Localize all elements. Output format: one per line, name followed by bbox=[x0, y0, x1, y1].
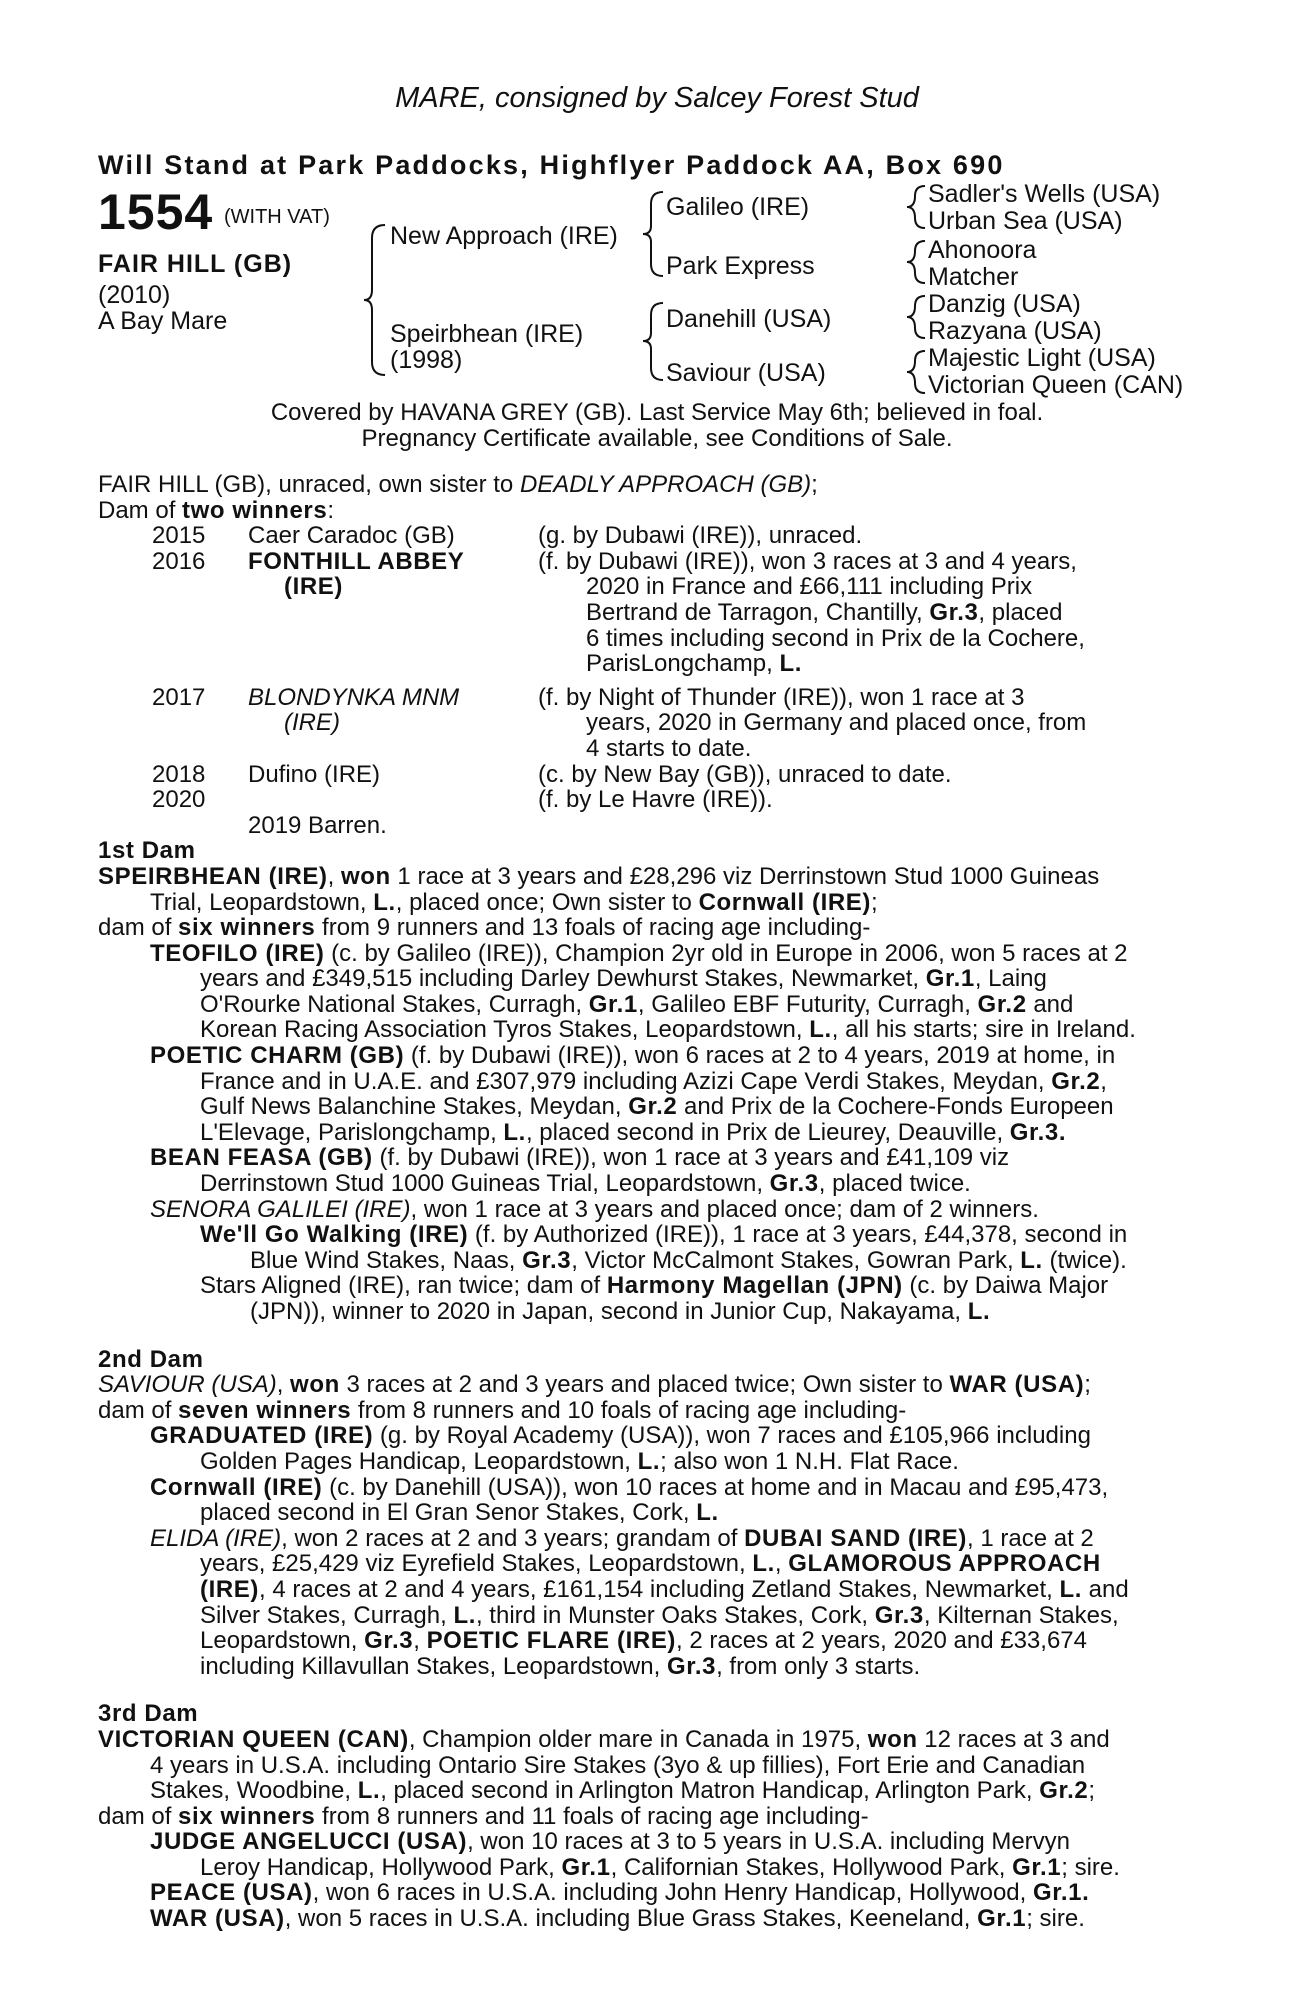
vat-note: (WITH VAT) bbox=[224, 206, 330, 228]
consignor-heading: MARE, consigned by Salcey Forest Stud bbox=[395, 82, 919, 114]
produce-judge-angelucci: JUDGE ANGELUCCI (USA), won 10 races at 3 to 5 years in U.S.A. including Mervyn Leroy Handicap, Hollywood Park, Gr.1, Californian Stakes, Hollywood Park, Gr.1; sire. bbox=[150, 1828, 1120, 1881]
produce-row: 2018 Dufino (IRE) (c. by New Bay (GB)), unraced to date. bbox=[152, 760, 952, 788]
lot-number: 1554 bbox=[98, 184, 214, 240]
covering-note: Covered by HAVANA GREY (GB). Last Service May 6th; believed in foal. bbox=[270, 399, 1044, 426]
produce-cornwall: Cornwall (IRE) (c. by Danehill (USA)), won 10 races at home and in Macau and £95,473, placed second in El Gran Senor Stakes, Cork, L. bbox=[150, 1473, 1109, 1527]
produce-well-go-walking: We'll Go Walking (IRE) (f. by Authorized (IRE)), 1 race at 3 years, £44,378, second in Blue Wind Stakes, Naas, Gr.3, Victor McCalmont Stakes, Gowran Park, L. (twice). bbox=[200, 1221, 1128, 1274]
produce-row: 2015 Caer Caradoc (GB) (g. by Dubawi (IRE)), unraced. bbox=[152, 522, 863, 550]
horse-name: FAIR HILL (GB) bbox=[98, 250, 293, 278]
produce-list bbox=[98, 523, 1228, 838]
pedigree-gen3-1: Sadler's Wells (USA) bbox=[928, 180, 1161, 208]
first-dam-line-1: SPEIRBHEAN (IRE), won 1 race at 3 years and £28,296 viz Derrinstown Stud 1000 Guineas bbox=[98, 862, 1100, 890]
pedigree-gen3-2: Urban Sea (USA) bbox=[928, 207, 1123, 235]
barren-note: 2019 Barren. bbox=[248, 811, 387, 839]
intro-line-2: Dam of two winners: bbox=[98, 496, 334, 524]
horse-description: A Bay Mare bbox=[98, 307, 228, 335]
fonthill-gr3-line: Bertrand de Tarragon, Chantilly, Gr.3, placed bbox=[586, 598, 1063, 626]
second-dam-heading: 2nd Dam bbox=[98, 1345, 204, 1373]
pedigree-sire: New Approach (IRE) bbox=[390, 222, 618, 250]
pedigree-gen3-8: Victorian Queen (CAN) bbox=[928, 371, 1184, 399]
produce-elida: ELIDA (IRE), won 2 races at 2 and 3 years; grandam of DUBAI SAND (IRE), 1 race at 2 years, £25,429 viz Eyrefield Stakes, Leopardstown, L., GLAMOROUS APPROACH (IRE), 4 races at 2 and 4 years, £161,154 including Zetland Stakes, Newmarket, L. and Silver Stakes, Curragh, L., third in Munster Oaks Stakes, Cork, Gr.3, Kilternan Stakes, Leopardstown, Gr.3, POETIC FLARE (IRE), 2 races at 2 years, 2020 and £33,674 including Killavullan Stakes, Leopardstown, Gr.3, from only 3 starts. bbox=[150, 1524, 1129, 1680]
produce-teofilo: TEOFILO (IRE) (c. by Galileo (IRE)), Champion 2yr old in Europe in 2006, won 5 races at 2 years and £349,515 including Darley Dewhurst Stakes, Newmarket, Gr.1, Laing O'Rourke National Stakes, Curragh, Gr.1, Galileo EBF Futurity, Curragh, Gr.2 and Korean Racing Association Tyros Stakes, Leopardstown, L., all his starts; sire in Ireland. bbox=[150, 939, 1136, 1044]
first-dam-heading: 1st Dam bbox=[98, 837, 196, 865]
pedigree-gen3-5: Danzig (USA) bbox=[928, 290, 1081, 318]
produce-poetic-charm: POETIC CHARM (GB) (f. by Dubawi (IRE)), won 6 races at 2 to 4 years, 2019 at home, in France and in U.A.E. and £307,979 including Azizi Cape Verdi Stakes, Meydan, Gr.2, Gulf News Balanchine Stakes, Meydan, Gr.2 and Prix de la Cochere-Fonds Europeen L'Elevage, Parislongchamp, L., placed second in Prix de Lieurey, Deauville, Gr.3. bbox=[150, 1042, 1116, 1146]
produce-row: 2020 (f. by Le Havre (IRE)). bbox=[152, 786, 773, 814]
produce-peace: PEACE (USA), won 6 races in U.S.A. including John Henry Handicap, Hollywood, Gr.1. bbox=[150, 1879, 1090, 1907]
second-dam-line-1: SAVIOUR (USA), won 3 races at 2 and 3 years and placed twice; Own sister to WAR (USA); bbox=[98, 1371, 1091, 1399]
third-dam-line-4: dam of six winners from 8 runners and 11 foals of racing age including- bbox=[98, 1802, 869, 1830]
produce-senora-galilei: SENORA GALILEI (IRE), won 1 race at 3 years and placed once; dam of 2 winners. bbox=[150, 1195, 1039, 1223]
first-dam-line-3: dam of six winners from 9 runners and 13 foals of racing age including- bbox=[98, 914, 871, 942]
pedigree-gen3-6: Razyana (USA) bbox=[928, 317, 1102, 345]
foaling-year: (2010) bbox=[98, 281, 171, 309]
stand-location: Will Stand at Park Paddocks, Highflyer Paddock AA, Box 690 bbox=[98, 150, 1005, 180]
first-dam-line-2: Trial, Leopardstown, L., placed once; Own sister to Cornwall (IRE); bbox=[150, 888, 878, 916]
intro-line-1: FAIR HILL (GB), unraced, own sister to DEADLY APPROACH (GB); bbox=[98, 471, 818, 498]
pedigree-gen3-4: Matcher bbox=[928, 263, 1019, 291]
pedigree-gen3-7: Majestic Light (USA) bbox=[928, 344, 1156, 372]
produce-stars-aligned: Stars Aligned (IRE), ran twice; dam of Harmony Magellan (JPN) (c. by Daiwa Major (JPN)), winner to 2020 in Japan, second in Junior Cup, Nakayama, L. bbox=[200, 1272, 1109, 1325]
pedigree-sire-sire: Galileo (IRE) bbox=[666, 193, 810, 221]
second-dam-line-2: dam of seven winners from 8 runners and 10 foals of racing age including- bbox=[98, 1396, 907, 1424]
pedigree-dam-dam: Saviour (USA) bbox=[666, 359, 826, 387]
produce-bean-feasa: BEAN FEASA (GB) (f. by Dubawi (IRE)), won 1 race at 3 years and £41,109 viz Derrinstown Stud 1000 Guineas Trial, Leopardstown, Gr.3, placed twice. bbox=[150, 1144, 1010, 1198]
pedigree-gen3-3: Ahonoora bbox=[928, 236, 1037, 264]
catalogue-body bbox=[98, 472, 1228, 1932]
pedigree-dam-sire: Danehill (USA) bbox=[666, 305, 832, 333]
pregnancy-note: Pregnancy Certificate available, see Conditions of Sale. bbox=[361, 425, 953, 452]
produce-war: WAR (USA), won 5 races in U.S.A. including Blue Grass Stakes, Keeneland, Gr.1; sire. bbox=[150, 1905, 1085, 1933]
pedigree-dam-year: (1998) bbox=[390, 346, 463, 374]
produce-graduated: GRADUATED (IRE) (g. by Royal Academy (USA)), won 7 races and £105,966 including Golden Pages Handicap, Leopardstown, L.; also won 1 N.H. Flat Race. bbox=[150, 1422, 1091, 1475]
third-dam-line-3: Stakes, Woodbine, L., placed second in Arlington Matron Handicap, Arlington Park, Gr.2; bbox=[150, 1777, 1096, 1805]
third-dam-heading: 3rd Dam bbox=[98, 1700, 199, 1728]
produce-row: 2016 FONTHILL ABBEY (IRE) (f. by Dubawi (IRE)), won 3 races at 3 and 4 years, 2020 in France and £66,111 including Prix Bertrand de Tarragon, Chantilly, Gr.3, placed 6 times including second in Prix de la Cochere, ParisLongchamp, L. bbox=[98, 549, 1228, 677]
produce-row: 2017 BLONDYNKA MNM (IRE) (f. by Night of Thunder (IRE)), won 1 race at 3 years, 2020 in Germany and placed once, from 4 starts to date. bbox=[152, 683, 1087, 762]
pedigree-dam: Speirbhean (IRE) bbox=[390, 320, 584, 348]
third-dam-line-2: 4 years in U.S.A. including Ontario Sire Stakes (3yo & up fillies), Fort Erie and Canadian bbox=[150, 1751, 1086, 1779]
third-dam-line-1: VICTORIAN QUEEN (CAN), Champion older mare in Canada in 1975, won 12 races at 3 and bbox=[98, 1725, 1110, 1753]
pedigree-sire-dam: Park Express bbox=[666, 252, 815, 280]
